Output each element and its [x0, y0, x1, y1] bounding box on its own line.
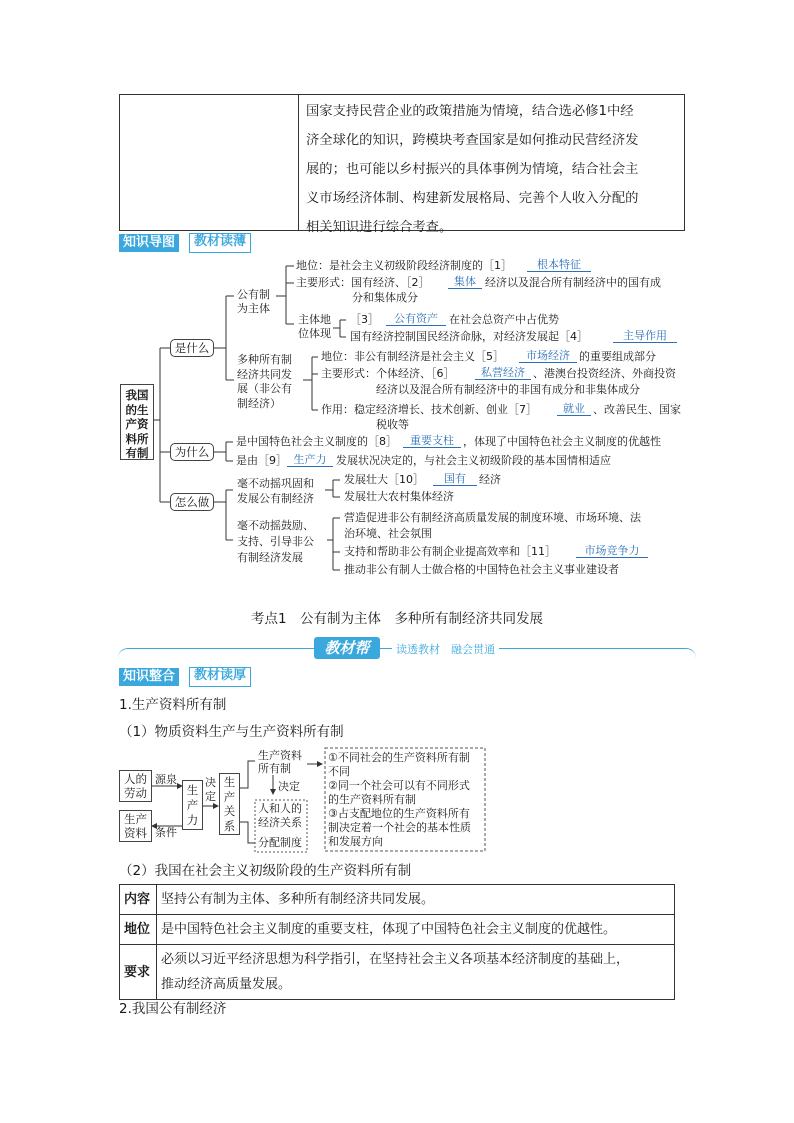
heading-1-2: （2）我国在社会主义初级阶段的生产资料所有制	[119, 863, 412, 879]
productive-forces-box	[182, 780, 203, 830]
table-key: 要求	[120, 945, 157, 1000]
table-row	[120, 885, 675, 915]
node-line: 生产资料	[258, 749, 302, 762]
ownership-notes	[328, 751, 471, 849]
node-line: 经济共同发	[237, 367, 292, 381]
public-form-c: 分和集体成分	[352, 291, 418, 304]
answer-2: 集体	[448, 275, 482, 289]
answer-6: 私营经济	[475, 366, 531, 380]
box-line: 生	[223, 775, 236, 789]
table-row	[120, 915, 675, 945]
box-line: 产	[186, 798, 199, 812]
multi-role-a: 作用：稳定经济增长、技术创新、创业［7］	[321, 403, 537, 416]
box-line: 人的	[124, 772, 147, 786]
node-line: 毫不动摇鼓励、	[237, 519, 314, 532]
decide2-label: 决定	[278, 780, 300, 793]
label-line: 定	[205, 790, 216, 803]
box-line: 劳动	[124, 786, 147, 800]
node-line: 公有制	[237, 288, 270, 301]
section-tag-textbook-thick: 教材读厚	[189, 667, 251, 687]
table-value-line: 推动经济高质量发展。	[161, 977, 292, 992]
production-relations-box	[219, 773, 240, 835]
why-2b: 发展状况决定的，与社会主义初级阶段的基本国情相适应	[336, 454, 611, 467]
node-line: 主体地	[298, 313, 331, 326]
answer-1: 根本特征	[527, 258, 591, 272]
root-line: 我国	[125, 388, 149, 402]
box-line: 力	[186, 813, 199, 827]
node-line: 有制经济发展	[237, 551, 303, 564]
table-row	[120, 945, 675, 1000]
decide-label	[205, 776, 216, 804]
table-key: 内容	[120, 885, 157, 915]
how-2b-a: 支持和帮助非公有制企业提高效率和［11］	[344, 545, 556, 558]
public-form-a: 主要形式：国有经济、［2］	[296, 276, 430, 289]
ownership-node	[258, 749, 302, 775]
why-1a: 是中国特色社会主义制度的［8］	[236, 435, 397, 448]
node-line: 为主体	[237, 302, 270, 315]
node-line: 毫不动摇巩固和	[237, 477, 314, 490]
multi-role-c: 税收等	[376, 418, 409, 431]
how-2c: 推动非公有制人士做合格的中国特色社会主义事业建设者	[344, 563, 619, 576]
node-line: 经济关系	[258, 816, 302, 829]
multi-form-c: 经济以及混合所有制经济中的非国有成分和非集体成分	[376, 383, 640, 396]
note-line: 制决定着一个社会的基本性质	[328, 821, 471, 834]
note-line: ①不同社会的生产资料所有制	[328, 751, 470, 764]
condition-label: 条件	[155, 826, 177, 839]
answer-9: 生产力	[287, 453, 333, 467]
kaodian-title: 考点1 公有制为主体 多种所有制经济共同发展	[250, 611, 544, 627]
label-line: 决	[205, 776, 216, 789]
branch-why: 为什么	[170, 443, 214, 461]
node-line: 制经济）	[237, 396, 281, 410]
how-1b: 发展壮大农村集体经济	[344, 490, 454, 503]
section-tag-knowledge-map: 知识导图	[119, 234, 179, 252]
answer-10: 国有	[433, 472, 477, 486]
how-1a-b: 经济	[479, 473, 501, 486]
answer-5: 市场经济	[519, 349, 577, 363]
why-1b: ，体现了中国特色社会主义制度的优越性	[463, 435, 661, 448]
table-value: 坚持公有制为主体、多种所有制经济共同发展。	[157, 885, 675, 915]
branch-how: 怎么做	[170, 493, 214, 511]
heading-1-1: （1）物质资料生产与生产资料所有制	[119, 724, 344, 740]
answer-4: 主导作用	[613, 329, 677, 343]
box-line: 系	[223, 818, 236, 833]
multi-position-a: 地位：非公有制经济是社会主义［5］	[321, 350, 504, 363]
table-value: 是中国特色社会主义制度的重要支柱，体现了中国特色社会主义制度的优越性。	[157, 915, 675, 945]
root-line: 有制	[125, 446, 149, 460]
box-line: 产	[223, 789, 236, 804]
table-value	[157, 945, 675, 1000]
table-value-line: 必须以习近平经济思想为科学指引，在坚持社会主义各项基本经济制度的基础上，	[161, 952, 630, 967]
multi-form-a: 主要形式：个体经济、［6］	[321, 367, 455, 380]
answer-3: 公有资产	[386, 312, 446, 326]
root-line: 的生	[125, 402, 149, 417]
banner-logo: 教材帮	[314, 637, 380, 659]
node-line: 所有制	[258, 762, 291, 775]
how-1a-a: 发展壮大［10］	[344, 473, 424, 486]
box-line: 资料	[124, 826, 147, 840]
heading-1: 1.生产资料所有制	[119, 697, 227, 713]
answer-8: 重要支柱	[403, 434, 461, 448]
multi-position-b: 的重要组成部分	[579, 350, 656, 363]
table-key: 地位	[120, 915, 157, 945]
intro-line: 展的；也可能以乡村振兴的具体事例为情境，结合社会主	[306, 162, 639, 177]
multi-form-b: 、港澳台投资经济、外商投资	[533, 367, 676, 380]
node-line: 展（非公有	[237, 382, 292, 395]
root-line: 料所	[125, 431, 149, 446]
how-2a2: 治环境、社会氛围	[344, 527, 432, 540]
ownership-table	[119, 884, 675, 1000]
note-line: 的生产资料所有制	[328, 793, 416, 806]
answer-7: 就业	[557, 402, 591, 416]
embody-1b: 在社会总资产中占优势	[449, 313, 559, 326]
node-line: 多种所有制	[237, 353, 292, 366]
multi-role-b: 、改善民生、国家	[593, 403, 681, 416]
answer-11: 市场竞争力	[576, 544, 648, 558]
embody-2a: 国有经济控制国民经济命脉，对经济发展起［4］	[350, 330, 588, 343]
public-form-b: 经济以及混合所有制经济中的国有成	[485, 276, 661, 289]
note-line: ②同一个社会可以有不同形式	[328, 779, 470, 792]
how-2a: 营造促进非公有制经济高质量发展的制度环境、市场环境、法	[344, 511, 641, 524]
box-line: 生	[186, 783, 199, 797]
intro-line: 义市场经济体制、构建新发展格局、完善个人收入分配的	[306, 191, 639, 206]
embody-1a: ［3］	[350, 313, 379, 326]
means-of-production-box	[119, 810, 152, 842]
source-label: 源泉	[155, 773, 177, 786]
branch-what: 是什么	[170, 339, 214, 357]
intro-line: 相关知识进行综合考查。	[306, 220, 453, 235]
economic-relations-node	[258, 802, 302, 830]
node-line: 发展公有制经济	[237, 492, 314, 505]
heading-2: 2.我国公有制经济	[119, 1001, 227, 1017]
public-position: 地位：是社会主义初级阶段经济制度的［1］	[296, 259, 512, 272]
distribution-node: 分配制度	[258, 836, 302, 849]
section-tag-knowledge-integration: 知识整合	[119, 668, 179, 686]
note-line: ③占支配地位的生产资料所有	[328, 807, 470, 820]
intro-line: 济全球化的知识，跨模块考查国家是如何推动民营经济发	[306, 133, 639, 148]
node-line: 人和人的	[258, 802, 302, 815]
note-line: 和发展方向	[328, 835, 383, 848]
node-line: 支持、引导非公	[237, 535, 314, 548]
intro-line: 国家支持民营企业的政策措施为情境，结合选必修1中经	[306, 104, 634, 119]
node-line: 位体现	[298, 327, 331, 340]
banner-sub: 读透教材 融会贯通	[392, 641, 499, 657]
note-line: 不同	[328, 765, 350, 778]
box-line: 生产	[124, 812, 147, 826]
box-line: 关	[223, 804, 236, 818]
section-tag-textbook-thin: 教材读薄	[189, 233, 251, 253]
people-labor-box	[119, 770, 152, 802]
why-2a: 是由［9］	[236, 454, 287, 467]
root-line: 产资	[125, 417, 149, 431]
